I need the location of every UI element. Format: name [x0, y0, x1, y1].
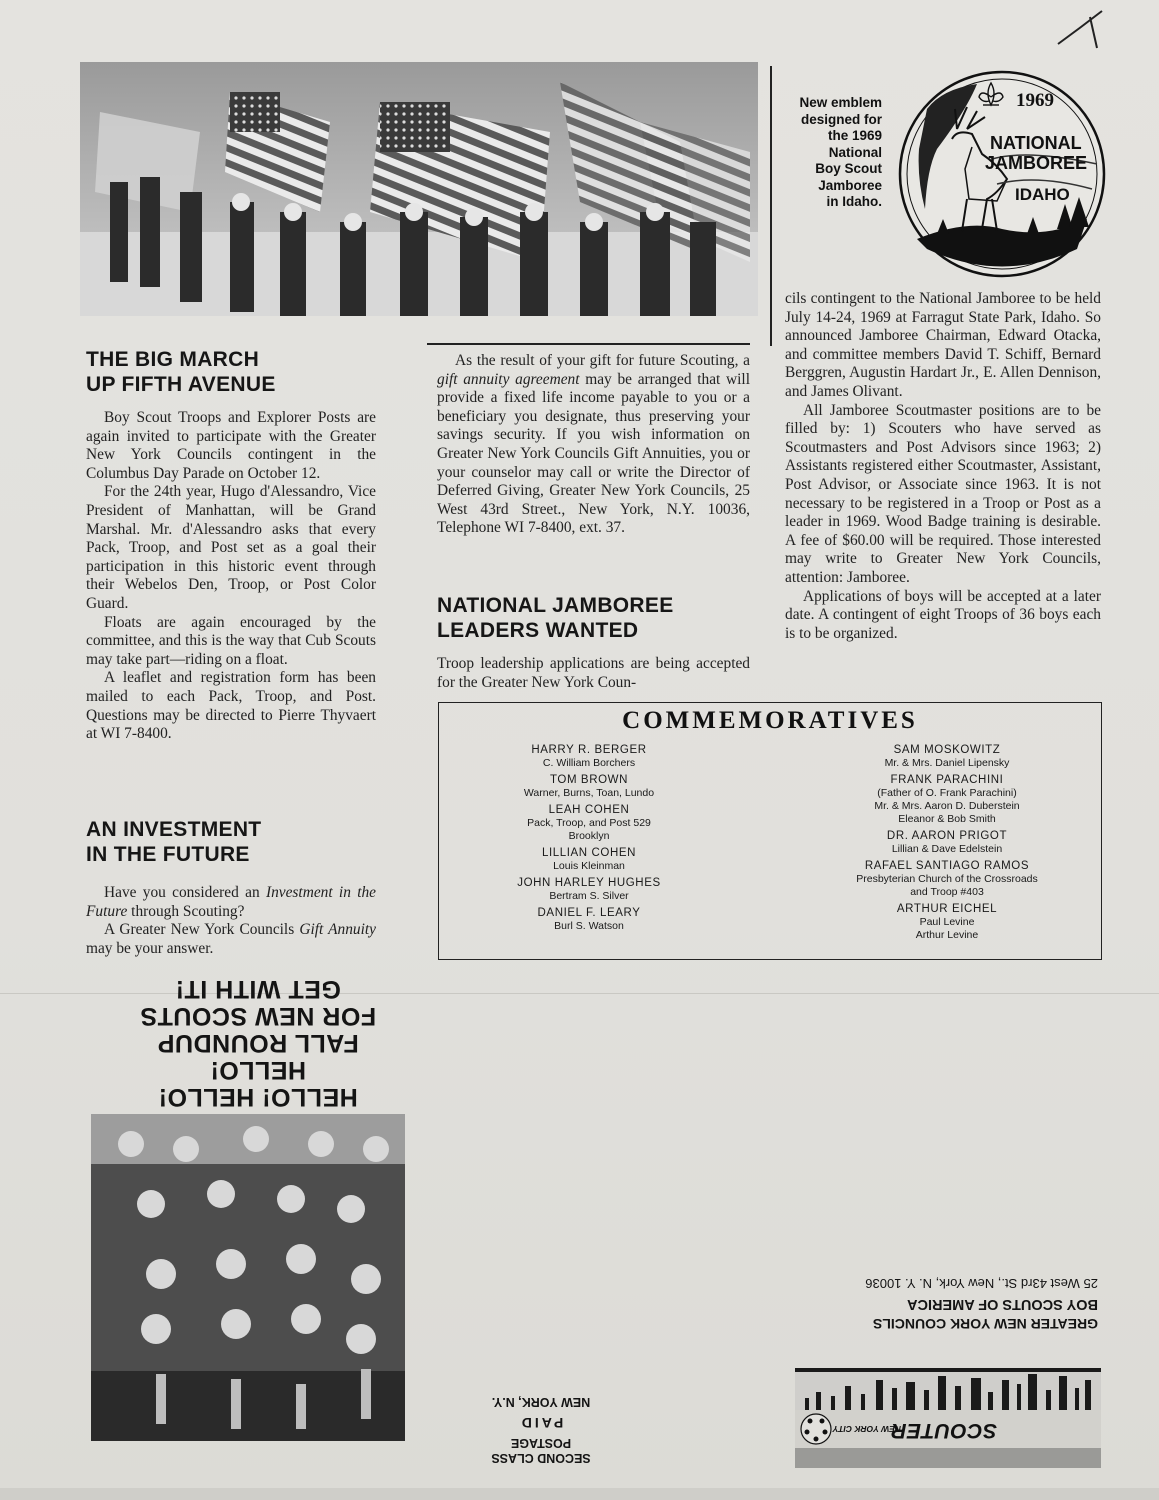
donor-name: Lillian & Dave Edelstein	[891, 843, 1003, 855]
commemorative-entry	[807, 902, 1087, 942]
text-run: A Greater New York Councils	[104, 921, 300, 939]
emblem-idaho: IDAHO	[1015, 185, 1070, 204]
skyline-icon	[795, 1368, 1101, 1410]
honoree-name: SAM MOSKOWITZ	[893, 744, 1001, 756]
section-divider	[427, 343, 750, 345]
jamboree-emblem	[897, 69, 1107, 279]
commemorative-entry	[807, 859, 1087, 899]
donor-name: Burl S. Watson	[554, 920, 624, 932]
commemorative-entry	[459, 803, 719, 843]
donor-name: (Father of O. Frank Parachini)	[877, 787, 1017, 799]
honoree-name: DR. AARON PRIGOT	[886, 830, 1008, 842]
masthead-city: NEW YORK CITY	[832, 1424, 901, 1434]
paragraph: For the 24th year, Hugo d'Alessandro, Vice President of Manhattan, will be Grand Marshal. Mr. d'Alessandro asks that every Pack, Troop, and Post set as a goal their participation in this historic event through their Webelos Den, Troop, or Post Color Guard.	[86, 483, 376, 612]
text-run: Have you considered an	[104, 884, 266, 901]
paragraph	[437, 352, 750, 538]
caption-line: the 1969	[827, 128, 882, 143]
emblem-jamboree: JAMBOREE	[985, 153, 1088, 173]
commemorative-entry	[807, 829, 1087, 856]
emblem-national: NATIONAL	[990, 133, 1082, 153]
commemoratives-left-column	[459, 743, 719, 936]
caption-line: Jamboree	[818, 177, 882, 193]
parade-photo-illustration	[80, 62, 758, 316]
donor-name: C. William Borchers	[542, 757, 636, 769]
title-line: LEADERS WANTED	[437, 619, 639, 642]
text-run: through Scouting?	[127, 902, 245, 920]
commemorative-entry	[459, 773, 719, 800]
commemoratives-right-column	[807, 743, 1087, 945]
donor-name: Warner, Burns, Toan, Lundo	[523, 787, 655, 799]
paragraph: Troop leadership applications are being accepted for the Greater New York Coun-	[437, 655, 750, 691]
caption-line: New emblem	[799, 95, 882, 110]
title-line: IN THE FUTURE	[86, 843, 250, 866]
caption-line: designed for	[800, 111, 882, 127]
headline-line: FOR NEW SCOUTS	[139, 1002, 377, 1030]
donor-name: Bertram S. Silver	[549, 890, 629, 902]
donor-name: Paul Levine	[919, 916, 975, 928]
emblem-caption	[782, 95, 882, 211]
donor-name: Louis Kleinman	[553, 860, 625, 872]
postage-line: POSTAGE	[510, 1436, 572, 1450]
article-body	[437, 655, 750, 692]
article-body	[86, 884, 376, 958]
headline-line: GET WITH IT!	[175, 975, 341, 1003]
title-line: THE BIG MARCH	[86, 348, 260, 371]
masthead-band	[795, 1448, 1101, 1468]
page-edge	[0, 1488, 1159, 1500]
masthead-scouter: SCOUTER	[890, 1419, 997, 1442]
text-run: may be arranged that will provide a fixed life income payable to you or a beneficiary you designate, thus preserving your savings security. If you wish information on Greater New York Councils Gift Annuities, you or your counselor may call or write the Director of Deferred Giving, Greater New York Councils, 25 West 43rd Street., New York, N.Y. 10036, Telephone WI 7-8400, ext. 37.	[437, 370, 750, 537]
text-run: As the result of your gift for future Scouting, a	[455, 352, 750, 369]
article-body	[785, 290, 1101, 643]
article-body	[86, 409, 376, 744]
paragraph	[86, 921, 376, 958]
donor-name: Pack, Troop, and Post 529	[527, 817, 651, 829]
article-investment	[86, 817, 376, 958]
text-run: may be your answer.	[86, 939, 214, 957]
donor-name: Mr. & Mrs. Aaron D. Duberstein	[874, 800, 1020, 812]
title-line: AN INVESTMENT	[86, 818, 262, 841]
article-gift-annuity	[437, 352, 750, 538]
donor-name: Brooklyn	[568, 830, 610, 842]
fall-roundup-headline	[108, 975, 408, 1111]
postage-line: NEW YORK, N.Y.	[491, 1395, 591, 1409]
article-big-march	[86, 347, 376, 744]
cub-scouts-illustration	[91, 1114, 405, 1441]
article-jamboree-continued	[785, 290, 1101, 643]
postage-indicia	[466, 1380, 616, 1465]
article-title	[437, 593, 750, 643]
caption-line: Boy Scout	[815, 161, 882, 176]
donor-name: Eleanor & Bob Smith	[898, 813, 996, 825]
paragraph: All Jamboree Scoutmaster positions are to be filled by: 1) Scouters who have served as Scoutmasters and Post Advisors since 1963; 2) Assistants registered either Scoutmaster, Assistant, Post Advisor, or Associate since 1963. It is not necessary to be registered in a Troop or Post as a leader in 1969. Wood Badge training is desirable. A fee of $60.00 will be required. Those interested may write to Greater New York Councils, attention: Jamboree.	[785, 401, 1101, 586]
column-divider	[770, 66, 772, 346]
handwritten-x-mark	[1050, 8, 1110, 53]
donor-name: and Troop #403	[910, 886, 984, 898]
article-title	[86, 347, 376, 397]
commemoratives-title: COMMEMORATIVES	[622, 707, 918, 734]
honoree-name: TOM BROWN	[549, 774, 629, 786]
commemoratives-box	[438, 702, 1102, 960]
headline-line: HELLO! HELLO! HELLO!	[158, 1056, 358, 1111]
address-line: BOY SCOUTS OF AMERICA	[907, 1296, 1098, 1312]
address-line: GREATER NEW YORK COUNCILS	[872, 1316, 1098, 1332]
caption-line: in Idaho.	[826, 194, 882, 209]
caption-line: National	[828, 144, 882, 160]
headline-line: FALL ROUNDUP	[157, 1029, 359, 1057]
commemorative-entry	[807, 743, 1087, 770]
commemorative-entry	[459, 846, 719, 873]
emblem-year: 1969	[1016, 90, 1054, 111]
honoree-name: HARRY R. BERGER	[531, 744, 647, 756]
parade-photo	[80, 62, 758, 316]
donor-name: Mr. & Mrs. Daniel Lipensky	[884, 757, 1010, 769]
honoree-name: FRANK PARACHINI	[890, 774, 1004, 786]
honoree-name: LILLIAN COHEN	[541, 847, 637, 859]
article-title	[86, 817, 376, 867]
emphasis: Investment in the Future	[86, 884, 376, 920]
council-seal-icon	[799, 1412, 833, 1446]
paragraph: A leaflet and registration form has been mailed to each Pack, Troop, and Post. Questions may be directed to Pierre Thyvaert at WI 7-8400.	[86, 669, 376, 743]
article-jamboree	[437, 593, 750, 692]
honoree-name: DANIEL F. LEARY	[537, 907, 641, 919]
commemorative-entry	[807, 773, 1087, 826]
commemorative-entry	[459, 743, 719, 770]
paragraph: cils contingent to the National Jamboree to be held July 14-24, 1969 at Farragut State Park, Idaho. So announced Jamboree Chairman, Edward Otacka, and committee members David T. Schiff, Bernard Berggren, Augustin Hardart Jr., E. Allen Dennison, and James Olivant.	[785, 290, 1101, 400]
paragraph: Applications of boys will be accepted at a later date. A contingent of eight Troops of 36 boys each is to be organized.	[785, 587, 1101, 642]
commemorative-entry	[459, 906, 719, 933]
title-line: UP FIFTH AVENUE	[86, 373, 276, 396]
emphasis: Gift Annuity	[299, 921, 376, 939]
paragraph	[86, 884, 376, 921]
donor-name: Presbyterian Church of the Crossroads	[856, 873, 1038, 885]
article-body	[437, 352, 750, 538]
donor-name: Arthur Levine	[915, 929, 979, 941]
scouter-masthead	[795, 1368, 1101, 1468]
cub-scouts-photo	[91, 1114, 405, 1441]
honoree-name: RAFAEL SANTIAGO RAMOS	[864, 860, 1030, 872]
return-address	[778, 1272, 1098, 1334]
postage-line: PAID	[518, 1415, 564, 1431]
title-line: NATIONAL JAMBOREE	[437, 594, 674, 617]
emphasis: gift annuity agreement	[437, 370, 580, 388]
paragraph: Boy Scout Troops and Explorer Posts are again invited to participate with the Greater New York Councils contingent in the Columbus Day Parade on October 12.	[86, 409, 376, 482]
honoree-name: JOHN HARLEY HUGHES	[517, 877, 661, 889]
paragraph: Floats are again encouraged by the committee, and this is the way that Cub Scouts may take part—riding on a float.	[86, 613, 376, 668]
honoree-name: LEAH COHEN	[548, 804, 630, 816]
emblem-graphic	[897, 69, 1107, 279]
postage-line: SECOND CLASS	[491, 1451, 591, 1465]
honoree-name: ARTHUR EICHEL	[896, 903, 998, 915]
commemorative-entry	[459, 876, 719, 903]
address-line: 25 West 43rd St., New York, N. Y. 10036	[865, 1276, 1098, 1291]
